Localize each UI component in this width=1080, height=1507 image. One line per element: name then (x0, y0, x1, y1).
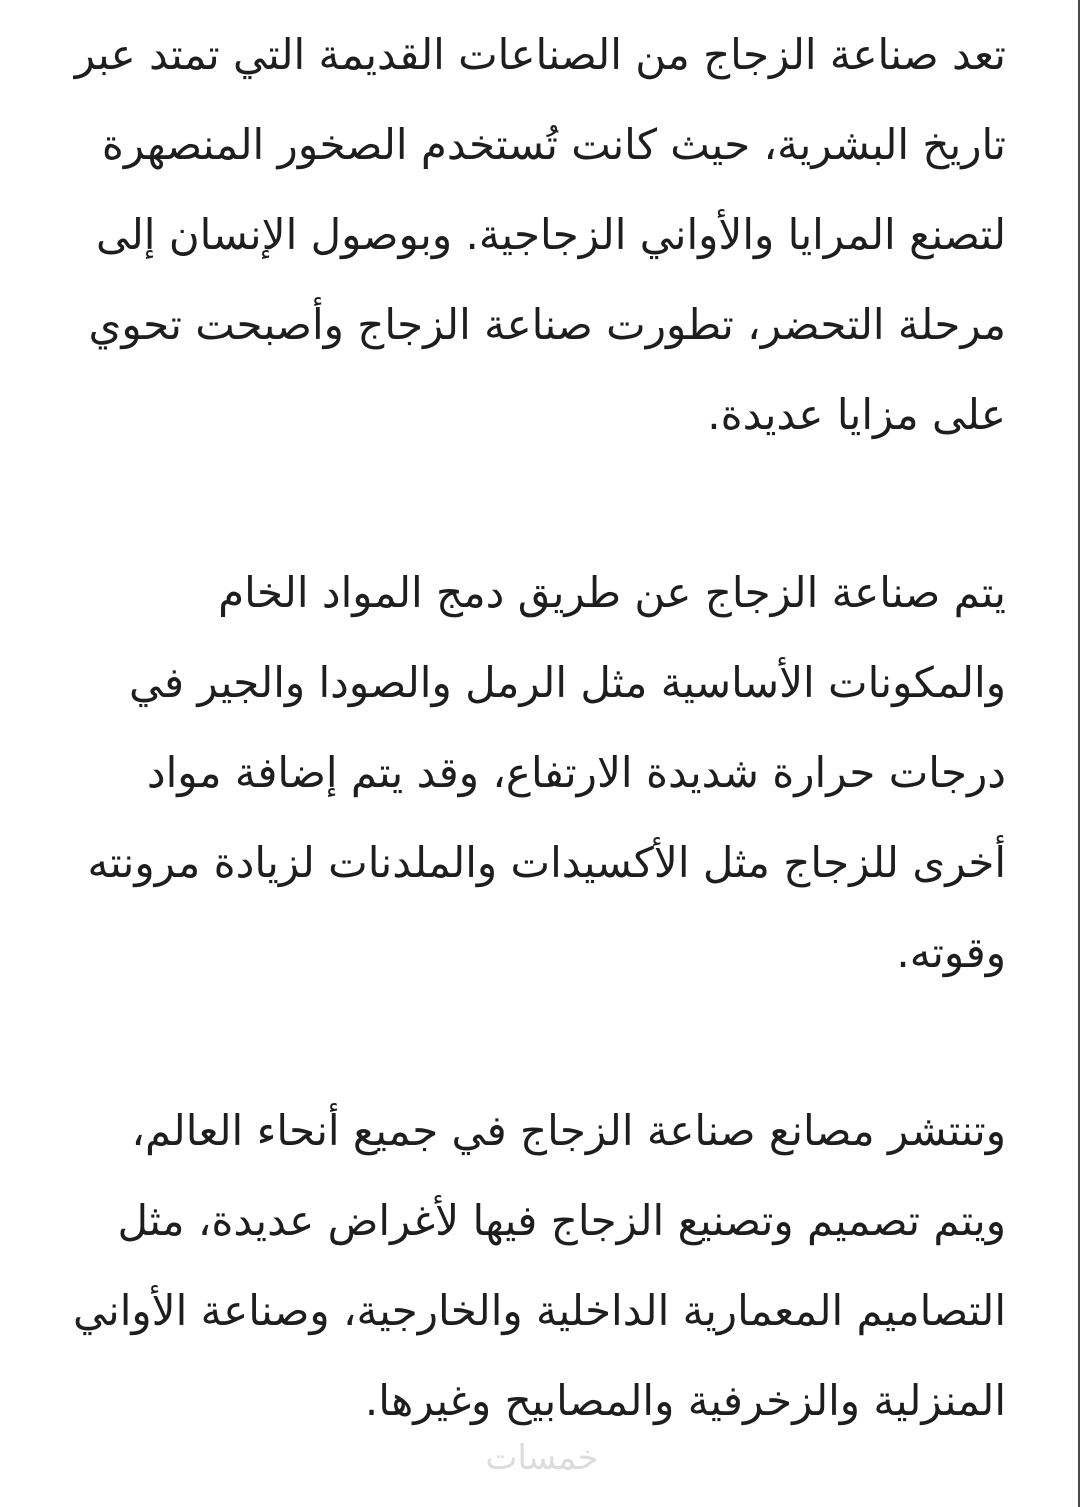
text-line: يتم صناعة الزجاج عن طريق دمج المواد الخام (218, 568, 1006, 617)
text-line: المنزلية والزخرفية والمصابيح وغيرها. (364, 1376, 1006, 1425)
text-line: على مزايا عديدة. (707, 390, 1006, 439)
paragraph-1 (66, 10, 1006, 460)
text-line: تعد صناعة الزجاج من الصناعات القديمة التي تمتد عبر (74, 30, 1006, 79)
paragraph-text (66, 548, 1006, 998)
text-line: تاريخ البشرية، حيث كانت تُستخدم الصخور المنصهرة (101, 120, 1006, 169)
text-line: وقوته. (896, 928, 1006, 977)
paragraph-3 (66, 1086, 1006, 1446)
paragraph-2 (66, 548, 1006, 998)
watermark-logo: خمسات (485, 1438, 599, 1478)
paragraph-text (66, 10, 1006, 460)
text-line: والمكونات الأساسية مثل الرمل والصودا والجير في (129, 658, 1006, 707)
paragraph-text (66, 1086, 1006, 1446)
text-line: ويتم تصميم وتصنيع الزجاج فيها لأغراض عديدة، مثل (117, 1196, 1006, 1245)
text-line: التصاميم المعمارية الداخلية والخارجية، وصناعة الأواني (73, 1286, 1006, 1335)
text-line: مرحلة التحضر، تطورت صناعة الزجاج وأصبحت تحوي (88, 300, 1006, 349)
text-line: لتصنع المرايا والأواني الزجاجية. وبوصول الإنسان إلى (96, 210, 1006, 259)
text-line: درجات حرارة شديدة الارتفاع، وقد يتم إضافة مواد (146, 748, 1006, 797)
text-line: أخرى للزجاج مثل الأكسيدات والملدنات لزيادة مرونته (87, 838, 1006, 887)
text-line: وتنتشر مصانع صناعة الزجاج في جميع أنحاء العالم، (131, 1106, 1006, 1155)
